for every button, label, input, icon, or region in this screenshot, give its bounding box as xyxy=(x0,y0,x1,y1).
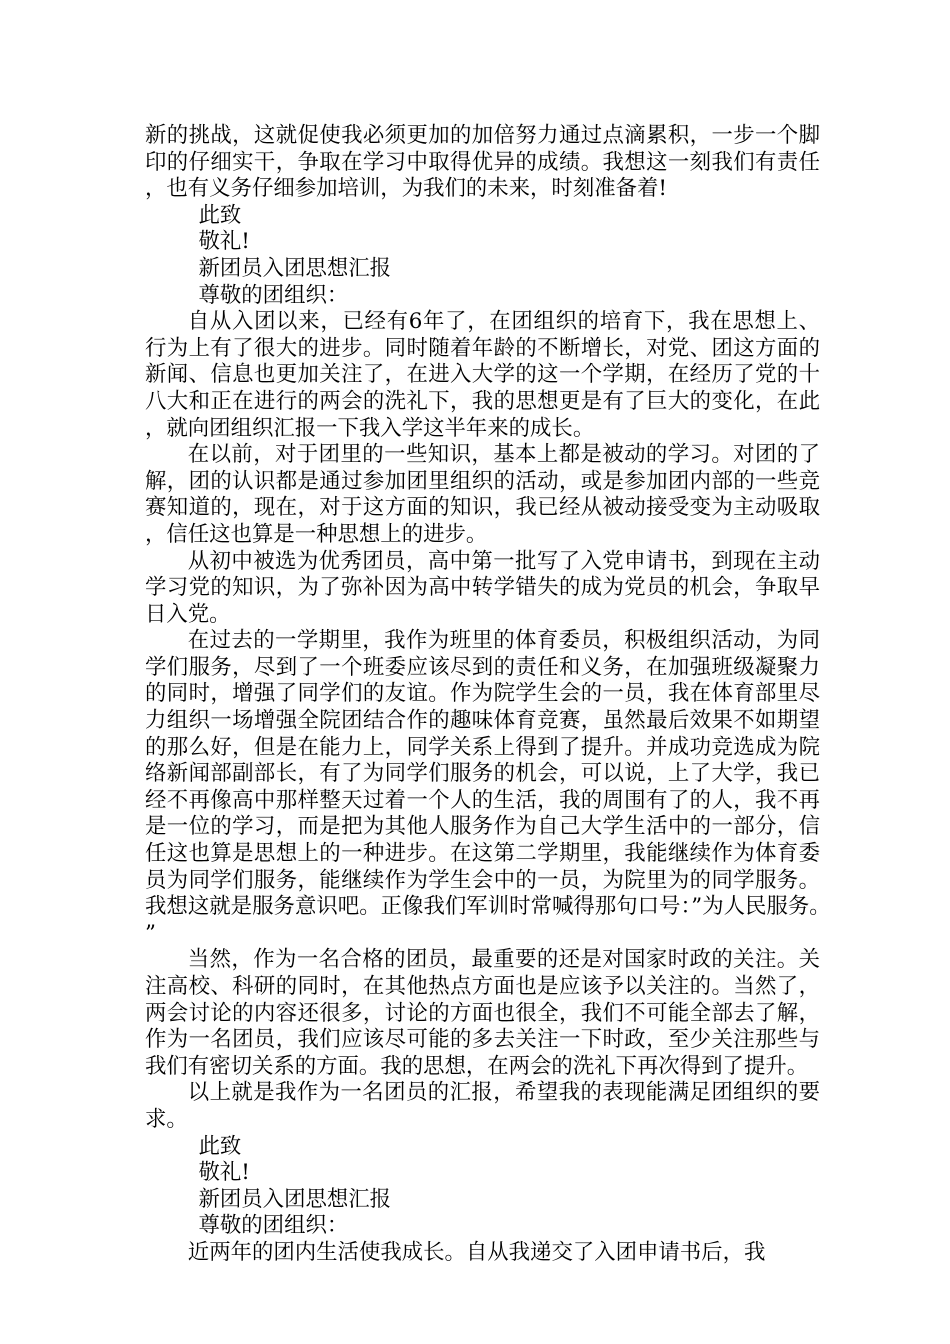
closing-salutation: 此致 xyxy=(198,202,242,228)
greeting: 尊敬的团组织： xyxy=(198,1213,349,1239)
paragraph-intro-continued: 新的挑战，这就促使我必须更加的加倍努力通过点滴累积，一步一个脚印的仔细实干，争取在学习中取得优异的成绩。我想这一刻我们有责任，也有义务仔细参加培训，为我们的未来，时刻准备着! xyxy=(145,123,820,202)
paragraph-body: 以上就是我作为一名团员的汇报，希望我的表现能满足团组织的要求。 xyxy=(145,1080,820,1132)
document-page xyxy=(145,123,820,1267)
closing-salutation: 此致 xyxy=(198,1133,242,1159)
paragraph-body: 自从入团以来，已经有6年了，在团组织的培育下，我在思想上、行为上有了很大的进步。同时随着年龄的不断增长，对党、团这方面的新闻、信息也更加关注了，在进入大学的这一个学期，在经历了党的十八大和正在进行的两会的洗礼下，我的思想更是有了巨大的变化，在此，就向团组织汇报一下我入学这半年来的成长。 xyxy=(145,309,820,441)
paragraph-body: 从初中被选为优秀团员，高中第一批写了入党申请书，到现在主动学习党的知识，为了弥补因为高中转学错失的成为党员的机会，争取早日入党。 xyxy=(145,548,820,627)
paragraph-body: 在过去的一学期里，我作为班里的体育委员，积极组织活动，为同学们服务，尽到了一个班委应该尽到的责任和义务，在加强班级凝聚力的同时，增强了同学们的友谊。作为院学生会的一员，我在体育部里尽力组织一场增强全院团结合作的趣味体育竞赛，虽然最后效果不如期望的那么好，但是在能力上，同学关系上得到了提升。并成功竞选成为院络新闻部副部长，有了为同学们服务的机会，可以说，上了大学，我已经不再像高中那样整天过着一个人的生活，我的周围有了的人，我不再是一位的学习，而是把为其他人服务作为自己大学生活中的一部分，信任这也算是思想上的一种进步。在这第二学期里，我能继续作为体育委员为同学们服务，能继续作为学生会中的一员，为院里为的同学服务。我想这就是服务意识吧。正像我们军训时常喊得那句口号：”为人民服务。” xyxy=(145,628,820,946)
paragraph-body: 当然，作为一名合格的团员，最重要的还是对国家时政的关注。关注高校、科研的同时，在其他热点方面也是应该予以关注的。当然了，两会讨论的内容还很多，讨论的方面也很全，我们不可能全部去了解，作为一名团员，我们应该尽可能的多去关注一下时政，至少关注那些与我们有密切关系的方面。我的思想，在两会的洗礼下再次得到了提升。 xyxy=(145,947,820,1079)
section-title: 新团员入团思想汇报 xyxy=(198,1186,392,1212)
closing-respect: 敬礼! xyxy=(198,1160,250,1186)
closing-respect: 敬礼! xyxy=(198,229,250,255)
greeting: 尊敬的团组织： xyxy=(198,282,349,308)
paragraph-body: 近两年的团内生活使我成长。自从我递交了入团申请书后，我 xyxy=(187,1239,766,1265)
section-title: 新团员入团思想汇报 xyxy=(198,255,392,281)
paragraph-body: 在以前，对于团里的一些知识，基本上都是被动的学习。对团的了解，团的认识都是通过参加团里组织的活动，或是参加团内部的一些竞赛知道的，现在，对于这方面的知识，我已经从被动接受变为主动吸取，信任这也算是一种思想上的进步。 xyxy=(145,442,820,547)
